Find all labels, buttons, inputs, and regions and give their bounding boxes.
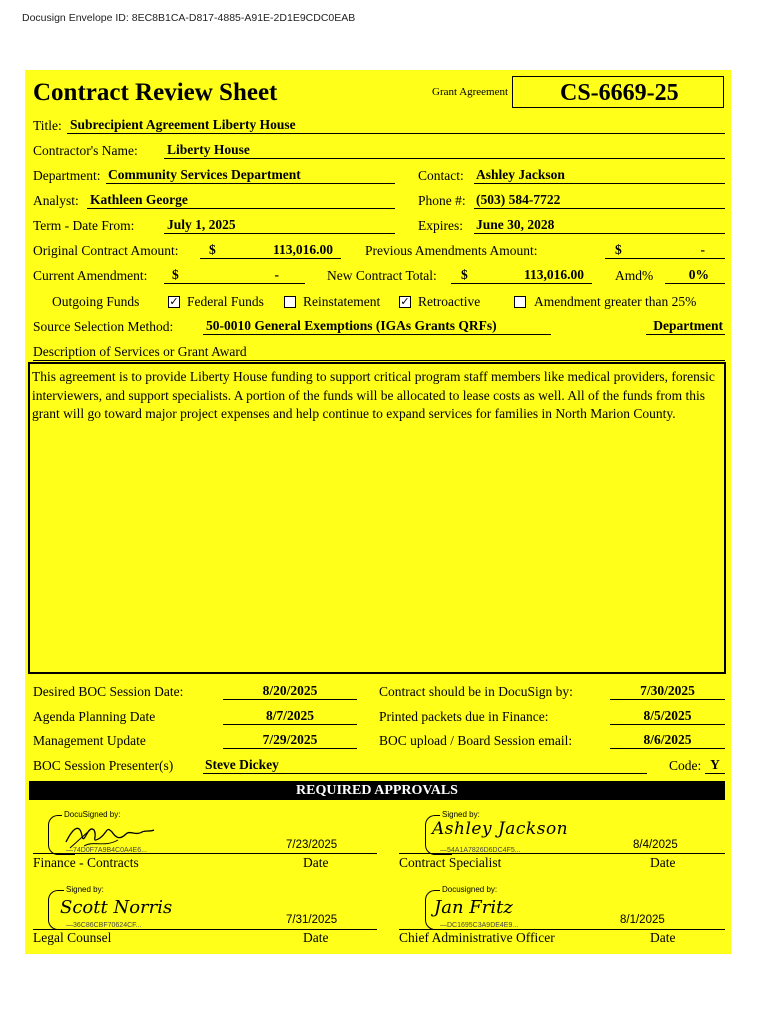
prev-amend-label: Previous Amendments Amount: — [365, 243, 538, 258]
prev-amend-currency: $ — [615, 242, 622, 257]
term-label: Term - Date From: — [33, 218, 135, 233]
signer-id: —DC1695C3A9DE4E9... — [440, 922, 519, 929]
amd-pct-label: Amd% — [615, 268, 654, 283]
federal-funds-label: Federal Funds — [187, 294, 264, 309]
federal-funds-checkbox[interactable]: ✓ — [169, 295, 179, 308]
term-field[interactable] — [164, 216, 395, 234]
docusign-by-field[interactable] — [610, 682, 725, 700]
sign-date: 8/1/2025 — [620, 914, 665, 926]
source-dept-field[interactable] — [646, 317, 725, 335]
phone-label: Phone #: — [418, 193, 466, 208]
date-label: Date — [650, 855, 676, 870]
amd-pct-field[interactable] — [665, 266, 725, 284]
boc-upload-label: BOC upload / Board Session email: — [379, 733, 573, 748]
prev-amend-value: - — [700, 242, 705, 257]
source-selection-value: 50-0010 General Exemptions (IGAs Grants QRFs) — [206, 318, 497, 333]
signature-line — [33, 852, 377, 854]
sig-header: DocuSigned by: — [64, 810, 121, 819]
sign-date: 7/31/2025 — [286, 914, 338, 926]
presenter-field[interactable] — [203, 756, 647, 774]
orig-amount-label: Original Contract Amount: — [33, 243, 179, 258]
contact-field[interactable] — [474, 166, 725, 184]
orig-amount-field[interactable] — [200, 241, 341, 259]
source-selection-label: Source Selection Method: — [33, 319, 174, 334]
boc-date-field[interactable] — [223, 682, 357, 700]
cao-role: Chief Administrative Officer — [399, 930, 555, 945]
department-value: Community Services Department — [108, 167, 301, 182]
signer-id: —74D0F7A9B4C0A4E6... — [66, 847, 147, 854]
title-field[interactable] — [67, 116, 725, 134]
reinstatement-label: Reinstatement — [303, 294, 381, 309]
reinstatement-checkbox[interactable] — [284, 296, 296, 308]
signature-cao[interactable]: Jan Fritz — [434, 897, 513, 918]
packets-due-field[interactable] — [610, 707, 725, 725]
sig-header: Signed by: — [442, 810, 480, 819]
phone-value: (503) 584-7722 — [476, 192, 561, 207]
sig-header: Docusigned by: — [442, 885, 498, 894]
contractor-field[interactable] — [164, 141, 725, 159]
code-label: Code: — [669, 758, 702, 773]
expires-value: June 30, 2028 — [476, 217, 555, 232]
title-label: Title: — [33, 118, 62, 133]
source-dept-value: Department — [653, 318, 723, 333]
docusign-by-label: Contract should be in DocuSign by: — [379, 684, 573, 699]
source-selection-field[interactable] — [203, 317, 551, 335]
new-total-value: 113,016.00 — [523, 267, 584, 282]
legal-counsel-role: Legal Counsel — [33, 930, 112, 945]
current-amend-value: - — [274, 267, 279, 282]
grant-agreement-label: Grant Agreement — [432, 86, 509, 98]
required-approvals-heading: REQUIRED APPROVALS — [29, 781, 725, 800]
analyst-value: Kathleen George — [90, 192, 188, 207]
analyst-label: Analyst: — [33, 193, 79, 208]
current-amend-field[interactable] — [164, 266, 305, 284]
prev-amend-field[interactable] — [605, 241, 725, 259]
code-value: Y — [710, 757, 720, 772]
signer-id: —54A1A7826D6DC4F5... — [440, 847, 521, 854]
signature-line — [399, 852, 725, 854]
term-value: July 1, 2025 — [167, 217, 236, 232]
management-update-value: 7/29/2025 — [262, 732, 318, 747]
current-amend-label: Current Amendment: — [33, 268, 148, 283]
signature-contract-specialist[interactable]: Ashley Jackson — [432, 819, 569, 839]
packets-due-label: Printed packets due in Finance: — [379, 709, 549, 724]
current-amend-currency: $ — [172, 267, 179, 282]
description-text: This agreement is to provide Liberty House funding to support critical program staff members like medical providers, forensic interviewers, and support specialists. A portion of the funds will be allocated to lease costs as well. All of the funds from this grant will go toward major project expenses and help continue to expand services for families in North Marion County. — [32, 369, 715, 421]
signature-finance-text — [62, 850, 63, 851]
docusign-by-value: 7/30/2025 — [640, 683, 695, 698]
retroactive-checkbox[interactable]: ✓ — [400, 295, 410, 308]
amendment-25-label: Amendment greater than 25% — [534, 294, 697, 309]
new-total-label: New Contract Total: — [327, 268, 437, 283]
phone-field[interactable] — [474, 191, 725, 209]
amd-pct-value: 0% — [688, 267, 709, 282]
agenda-planning-field[interactable] — [223, 707, 357, 725]
presenter-value: Steve Dickey — [205, 757, 279, 772]
presenter-label: BOC Session Presenter(s) — [33, 758, 174, 773]
description-label: Description of Services or Grant Award — [33, 344, 725, 361]
boc-upload-value: 8/6/2025 — [643, 732, 692, 747]
management-update-label: Management Update — [33, 733, 146, 748]
amendment-25-checkbox[interactable] — [514, 296, 526, 308]
new-total-currency: $ — [461, 267, 468, 282]
department-label: Department: — [33, 168, 101, 183]
date-label: Date — [303, 930, 329, 945]
sig-header: Signed by: — [66, 885, 104, 894]
contact-label: Contact: — [418, 168, 464, 183]
code-field[interactable] — [705, 756, 725, 774]
sign-date: 7/23/2025 — [286, 839, 338, 851]
sign-date: 8/4/2025 — [633, 839, 678, 851]
agenda-planning-label: Agenda Planning Date — [33, 709, 156, 724]
contact-value: Ashley Jackson — [476, 167, 565, 182]
agenda-planning-value: 8/7/2025 — [265, 708, 314, 723]
new-total-field[interactable] — [451, 266, 592, 284]
boc-date-label: Desired BOC Session Date: — [33, 684, 184, 699]
page-title: Contract Review Sheet — [33, 79, 278, 106]
date-label: Date — [303, 855, 329, 870]
orig-amount-currency: $ — [209, 242, 216, 257]
packets-due-value: 8/5/2025 — [643, 708, 692, 723]
finance-contracts-role: Finance - Contracts — [33, 855, 139, 870]
orig-amount-value: 113,016.00 — [272, 242, 333, 257]
boc-date-value: 8/20/2025 — [262, 683, 318, 698]
contractor-label: Contractor's Name: — [33, 143, 138, 158]
contract-number: CS-6669-25 — [560, 80, 679, 106]
envelope-id: Docusign Envelope ID: 8EC8B1CA-D817-4885-A91E-2D1E9CDC0EAB — [22, 12, 356, 24]
analyst-field[interactable] — [87, 191, 395, 209]
retroactive-label: Retroactive — [418, 294, 481, 309]
signer-id: —36C86CBF70624CF... — [66, 922, 142, 929]
date-label: Date — [650, 930, 676, 945]
contractor-value: Liberty House — [167, 142, 250, 157]
signature-legal-counsel[interactable]: Scott Norris — [60, 897, 173, 918]
title-value: Subrecipient Agreement Liberty House — [70, 117, 296, 132]
expires-field[interactable] — [474, 216, 725, 234]
boc-upload-field[interactable] — [610, 731, 725, 749]
department-field[interactable] — [106, 166, 395, 184]
contract-specialist-role: Contract Specialist — [399, 855, 502, 870]
outgoing-funds-label: Outgoing Funds — [52, 294, 140, 309]
management-update-field[interactable] — [223, 731, 357, 749]
expires-label: Expires: — [418, 218, 463, 233]
